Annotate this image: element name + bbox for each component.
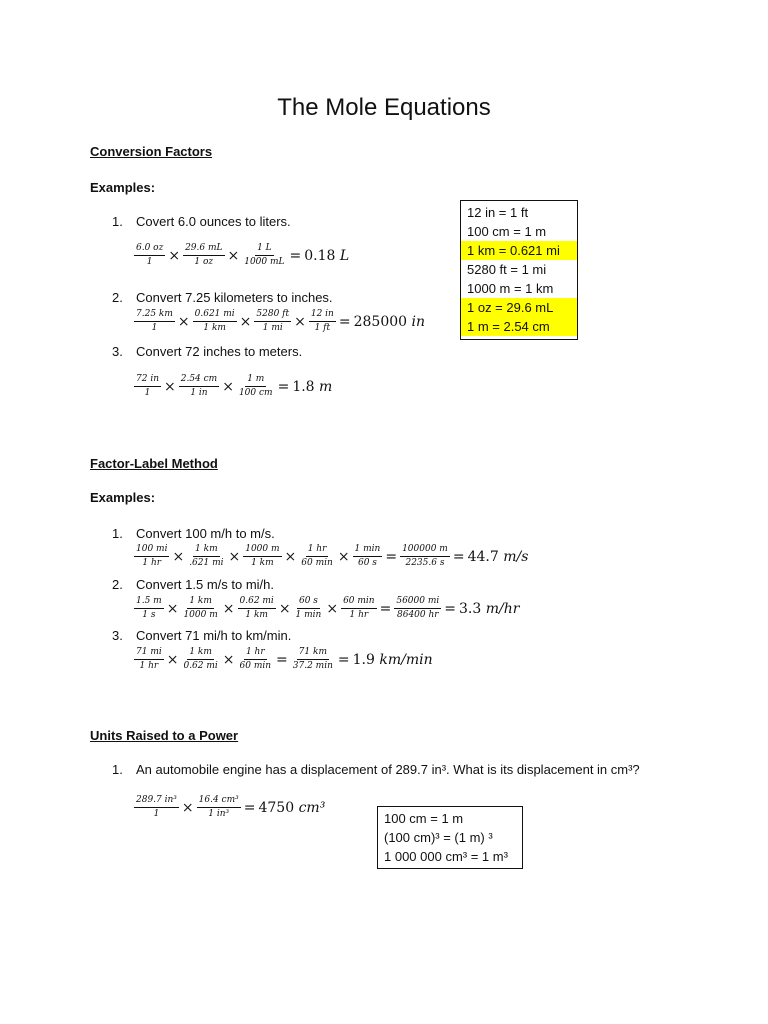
numerator: 5280 ft	[254, 309, 291, 322]
problem-statement	[112, 526, 275, 541]
problem-statement	[112, 628, 291, 643]
equals-sign: =	[277, 378, 290, 395]
fraction	[243, 544, 281, 569]
fraction	[353, 544, 383, 569]
numerator: 60 min	[341, 596, 377, 609]
times-sign: ×	[181, 799, 194, 816]
problem-number: 1.	[112, 214, 123, 229]
box-line-text: 1 000 000 cm³ = 1 m³	[384, 849, 508, 864]
denominator: 37.2 min	[292, 661, 333, 671]
denominator: 1 km	[245, 610, 268, 620]
result-unit: in	[411, 313, 425, 330]
result-value: 4750	[258, 799, 295, 816]
numerator: 1 hr	[244, 647, 267, 660]
result-unit: m/hr	[485, 600, 520, 617]
times-sign: ×	[222, 600, 235, 617]
numerator: 1000 m	[243, 544, 281, 557]
denominator: 1	[146, 257, 153, 267]
equals-sign: =	[452, 548, 465, 565]
result-value: 1.8	[292, 378, 315, 395]
box-line-text: 5280 ft = 1 mi	[467, 262, 547, 277]
times-sign: ×	[164, 378, 176, 395]
equals-sign: =	[243, 799, 256, 816]
result-unit: L	[339, 247, 350, 264]
times-sign: ×	[239, 313, 252, 330]
denominator: 1000 m	[183, 610, 218, 620]
problem-number: 2.	[112, 577, 123, 592]
problem-statement	[112, 344, 302, 359]
box-line-text: 12 in = 1 ft	[467, 205, 529, 220]
numerator: 71 mi	[134, 647, 164, 660]
problem-statement	[112, 577, 274, 592]
numerator: 71 km	[297, 647, 329, 660]
problem-text: Convert 7.25 kilometers to inches.	[136, 290, 333, 305]
denominator: 1	[144, 388, 151, 398]
numerator: 289.7 in³	[134, 795, 179, 808]
result-unit: km/min	[379, 651, 433, 668]
conversion-factors-box	[460, 200, 578, 340]
fraction	[400, 544, 450, 569]
result	[304, 248, 349, 264]
denominator: 1 ft	[314, 323, 331, 333]
numerator: 60 s	[297, 596, 320, 609]
result-value: 3.3	[458, 600, 482, 617]
box-line	[467, 203, 571, 222]
result	[353, 652, 433, 668]
result-value: 0.18	[304, 247, 336, 264]
fraction	[238, 647, 274, 672]
equation	[134, 596, 519, 621]
examples-label: Examples:	[90, 490, 156, 505]
denominator: 1 hr	[142, 558, 162, 568]
problem-text: Convert 72 inches to meters.	[136, 344, 303, 359]
result-value: 44.7	[467, 548, 499, 565]
times-sign: ×	[168, 247, 181, 264]
fraction	[179, 374, 219, 399]
denominator: 1 s	[142, 610, 156, 620]
result-unit: m	[319, 378, 333, 395]
equation	[134, 795, 325, 820]
equals-sign: =	[444, 600, 456, 617]
equation	[134, 243, 349, 268]
denominator: 0.62 mi	[183, 661, 218, 671]
numerator: 12 in	[309, 309, 336, 322]
denominator: 60 s	[357, 558, 377, 568]
result-unit: cm³	[298, 799, 326, 816]
equals-sign: =	[338, 313, 351, 330]
box-line-text: 1000 m = 1 km	[467, 281, 554, 296]
result-value: 285000	[353, 313, 408, 330]
problem-text: Convert 100 m/h to m/s.	[136, 526, 275, 541]
examples-label: Examples:	[90, 180, 156, 195]
equals-sign: =	[276, 651, 288, 668]
times-sign: ×	[326, 600, 339, 617]
box-line-text: 100 cm = 1 m	[384, 811, 464, 826]
section-heading-factor-label-method: Factor-Label Method	[90, 456, 218, 471]
fraction	[134, 795, 179, 820]
equation	[134, 647, 433, 672]
fraction	[238, 596, 276, 621]
box-line	[384, 847, 516, 866]
problem-number: 2.	[112, 290, 123, 305]
denominator: 1 km	[251, 558, 274, 568]
fraction	[291, 647, 335, 672]
times-sign: ×	[166, 651, 179, 668]
times-sign: ×	[294, 313, 306, 330]
fraction	[134, 374, 161, 399]
times-sign: ×	[278, 600, 291, 617]
denominator: 60 min	[301, 558, 333, 568]
problem-statement	[112, 290, 333, 305]
problem-number: 1.	[112, 762, 123, 777]
problem-text: Convert 71 mi/h to km/min.	[136, 628, 292, 643]
fraction	[242, 243, 286, 268]
denominator: 1 min	[295, 610, 322, 620]
result	[258, 800, 325, 816]
equation	[134, 544, 528, 569]
times-sign: ×	[166, 600, 179, 617]
numerator: 1 hr	[306, 544, 329, 557]
numerator: 6.0 oz	[134, 243, 165, 256]
result	[354, 314, 425, 330]
fraction	[187, 544, 225, 569]
denominator: 1 in	[190, 388, 208, 398]
fraction	[341, 596, 377, 621]
problem-statement	[112, 214, 291, 229]
numerator: 1 km	[187, 596, 214, 609]
times-sign: ×	[177, 313, 190, 330]
denominator: 2235.6 s	[405, 558, 445, 568]
box-line	[384, 828, 516, 847]
numerator: 7.25 km	[134, 309, 175, 322]
equation	[134, 309, 425, 334]
fraction	[193, 309, 237, 334]
numerator: 1 m	[245, 374, 266, 387]
equals-sign: =	[385, 548, 398, 565]
times-sign: ×	[172, 548, 185, 565]
denominator: 1 km	[203, 323, 226, 333]
equals-sign: =	[289, 247, 302, 264]
numerator: 100000 m	[400, 544, 450, 557]
denominator: 60 min	[239, 661, 272, 671]
fraction	[254, 309, 291, 334]
numerator: 29.6 mL	[183, 243, 224, 256]
result	[292, 379, 332, 395]
box-line	[467, 241, 571, 260]
fraction	[299, 544, 335, 569]
times-sign: ×	[228, 548, 241, 565]
times-sign: ×	[337, 548, 350, 565]
box-line-text: (100 cm)³ = (1 m) ³	[384, 830, 493, 845]
fraction	[237, 374, 275, 399]
result-unit: m/s	[503, 548, 529, 565]
numerator: 16.4 cm³	[197, 795, 241, 808]
numerator: 1 km	[193, 544, 220, 557]
problem-number: 1.	[112, 526, 123, 541]
section-heading-units-raised-to-a-power: Units Raised to a Power	[90, 728, 239, 743]
equals-sign: =	[379, 600, 392, 617]
equals-sign: =	[337, 651, 350, 668]
fraction	[134, 596, 164, 621]
page-title: The Mole Equations	[277, 94, 491, 121]
numerator: 100 mi	[134, 544, 169, 557]
denominator: 100 cm	[238, 388, 273, 398]
power-conversion-box	[377, 806, 523, 869]
box-line-text: 1 oz = 29.6 mL	[461, 298, 577, 317]
fraction	[197, 795, 241, 820]
equation	[134, 374, 332, 399]
box-line-text: 1 m = 2.54 cm	[461, 317, 577, 336]
numerator: 1 L	[255, 243, 274, 256]
denominator: 1	[151, 323, 158, 333]
times-sign: ×	[222, 651, 235, 668]
denominator: 1 in³	[208, 809, 230, 819]
result	[468, 549, 529, 565]
fraction	[134, 647, 164, 672]
result-value: 1.9	[352, 651, 375, 668]
section-heading-conversion-factors: Conversion Factors	[90, 144, 213, 159]
denominator: 1 hr	[349, 610, 369, 620]
fraction	[181, 596, 219, 621]
problem-text: Covert 6.0 ounces to liters.	[136, 214, 291, 229]
box-line	[467, 279, 571, 298]
numerator: 2.54 cm	[179, 374, 219, 387]
problem-number: 3.	[112, 344, 123, 359]
box-line	[467, 260, 571, 279]
box-line	[384, 809, 516, 828]
box-line-text: 100 cm = 1 m	[467, 224, 547, 239]
denominator: 86400 hr	[397, 610, 439, 620]
problem-number: 3.	[112, 628, 123, 643]
denominator: .621 mi	[189, 558, 224, 568]
box-line	[467, 298, 571, 317]
denominator: 1 oz	[194, 257, 214, 267]
denominator: 1 mi	[262, 323, 283, 333]
problem-statement	[112, 762, 640, 777]
result	[459, 601, 519, 617]
denominator: 1000 mL	[244, 257, 285, 267]
times-sign: ×	[284, 548, 297, 565]
problem-text: Convert 1.5 m/s to mi/h.	[136, 577, 274, 592]
fraction	[134, 544, 169, 569]
numerator: 72 in	[134, 374, 161, 387]
times-sign: ×	[227, 247, 240, 264]
fraction	[183, 243, 224, 268]
fraction	[181, 647, 219, 672]
numerator: 1 min	[353, 544, 383, 557]
fraction	[309, 309, 336, 334]
numerator: 1 km	[187, 647, 214, 660]
fraction	[294, 596, 324, 621]
numerator: 56000 mi	[394, 596, 441, 609]
box-line	[467, 317, 571, 336]
fraction	[134, 309, 175, 334]
numerator: 1.5 m	[134, 596, 164, 609]
box-line	[467, 222, 571, 241]
denominator: 1	[153, 809, 160, 819]
fraction	[134, 243, 165, 268]
box-line-text: 1 km = 0.621 mi	[461, 241, 577, 260]
numerator: 0.62 mi	[238, 596, 276, 609]
times-sign: ×	[222, 378, 234, 395]
fraction	[394, 596, 441, 621]
denominator: 1 hr	[139, 661, 159, 671]
problem-text: An automobile engine has a displacement of 289.7 in³. What is its displacement in cm³?	[136, 762, 640, 777]
numerator: 0.621 mi	[193, 309, 237, 322]
